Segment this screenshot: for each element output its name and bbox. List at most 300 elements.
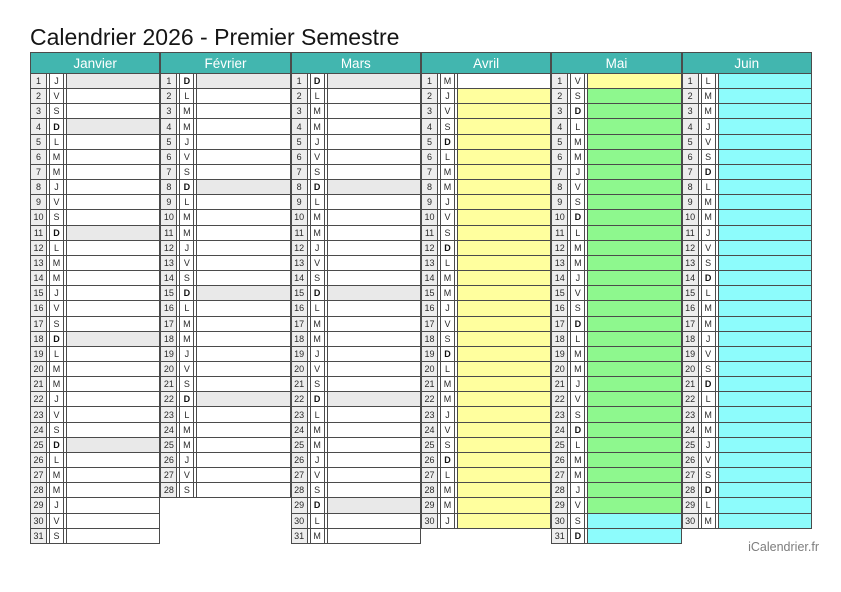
- weekday-letter-cell: J: [310, 347, 325, 361]
- day-row: [30, 165, 160, 180]
- day-number-cell: 21: [682, 377, 699, 391]
- day-row: [30, 468, 160, 483]
- day-number-cell: 27: [682, 468, 699, 482]
- day-notes-cell: [718, 301, 812, 315]
- weekday-letter-cell: L: [440, 362, 455, 376]
- weekday-letter-cell: D: [570, 529, 585, 543]
- day-notes-cell: [457, 483, 551, 497]
- day-row: [421, 165, 551, 180]
- day-row: [682, 180, 812, 195]
- day-notes-cell: [718, 119, 812, 133]
- day-number-cell: 6: [551, 150, 568, 164]
- day-notes-cell: [587, 135, 681, 149]
- day-number-cell: 14: [30, 271, 47, 285]
- day-notes-cell: [718, 89, 812, 103]
- weekday-letter-cell: M: [310, 332, 325, 346]
- day-row: [551, 332, 681, 347]
- day-number-cell: 31: [291, 529, 308, 543]
- day-row: [421, 241, 551, 256]
- day-notes-cell: [66, 226, 160, 240]
- day-row: [551, 150, 681, 165]
- day-number-cell: 12: [30, 241, 47, 255]
- day-number-cell: 24: [682, 423, 699, 437]
- day-number-cell: 10: [30, 210, 47, 224]
- day-notes-cell: [66, 135, 160, 149]
- day-number-cell: 1: [682, 74, 699, 88]
- day-notes-cell: [457, 195, 551, 209]
- weekday-letter-cell: D: [440, 347, 455, 361]
- day-number-cell: 16: [291, 301, 308, 315]
- day-number-cell: 9: [421, 195, 438, 209]
- day-notes-cell: [718, 347, 812, 361]
- day-notes-cell: [718, 286, 812, 300]
- day-row: [682, 332, 812, 347]
- day-notes-cell: [327, 256, 421, 270]
- weekday-letter-cell: S: [570, 195, 585, 209]
- day-notes-cell: [66, 362, 160, 376]
- day-notes-cell: [66, 332, 160, 346]
- weekday-letter-cell: J: [570, 165, 585, 179]
- day-notes-cell: [718, 226, 812, 240]
- day-row: [30, 423, 160, 438]
- day-row: [551, 392, 681, 407]
- day-notes-cell: [327, 74, 421, 88]
- day-notes-cell: [196, 286, 290, 300]
- day-notes-cell: [66, 195, 160, 209]
- weekday-letter-cell: D: [701, 271, 716, 285]
- day-notes-cell: [587, 210, 681, 224]
- day-number-cell: 5: [30, 135, 47, 149]
- day-notes-cell: [66, 165, 160, 179]
- day-notes-cell: [587, 483, 681, 497]
- day-number-cell: 10: [682, 210, 699, 224]
- day-notes-cell: [587, 498, 681, 512]
- day-number-cell: 3: [160, 104, 177, 118]
- day-number-cell: 14: [291, 271, 308, 285]
- day-row: [30, 74, 160, 89]
- weekday-letter-cell: M: [179, 438, 194, 452]
- month-header: Avril: [421, 52, 551, 74]
- day-number-cell: 19: [551, 347, 568, 361]
- day-number-cell: 1: [160, 74, 177, 88]
- weekday-letter-cell: J: [49, 180, 64, 194]
- weekday-letter-cell: D: [310, 74, 325, 88]
- day-number-cell: 27: [30, 468, 47, 482]
- day-number-cell: 4: [160, 119, 177, 133]
- day-notes-cell: [457, 210, 551, 224]
- day-row: [682, 377, 812, 392]
- day-row: [421, 332, 551, 347]
- day-number-cell: 15: [421, 286, 438, 300]
- day-row: [160, 256, 290, 271]
- day-notes-cell: [66, 529, 160, 543]
- day-row: [30, 301, 160, 316]
- day-row: [160, 271, 290, 286]
- day-row: [421, 301, 551, 316]
- day-row: [291, 301, 421, 316]
- day-row: [30, 104, 160, 119]
- day-row: [682, 362, 812, 377]
- day-notes-cell: [457, 165, 551, 179]
- day-row: [30, 392, 160, 407]
- day-notes-cell: [66, 407, 160, 421]
- month-header: Mars: [291, 52, 421, 74]
- weekday-letter-cell: D: [49, 332, 64, 346]
- day-notes-cell: [327, 119, 421, 133]
- day-number-cell: 11: [682, 226, 699, 240]
- day-notes-cell: [196, 438, 290, 452]
- month-column-mars: [291, 52, 421, 544]
- weekday-letter-cell: M: [701, 301, 716, 315]
- day-notes-cell: [196, 317, 290, 331]
- weekday-letter-cell: L: [701, 74, 716, 88]
- weekday-letter-cell: M: [701, 104, 716, 118]
- day-number-cell: 16: [421, 301, 438, 315]
- day-notes-cell: [457, 423, 551, 437]
- day-row: [682, 119, 812, 134]
- day-notes-cell: [587, 514, 681, 528]
- day-number-cell: 21: [291, 377, 308, 391]
- day-row: [551, 498, 681, 513]
- day-notes-cell: [327, 392, 421, 406]
- day-number-cell: 25: [421, 438, 438, 452]
- weekday-letter-cell: S: [570, 89, 585, 103]
- weekday-letter-cell: L: [49, 453, 64, 467]
- day-notes-cell: [66, 347, 160, 361]
- day-notes-cell: [718, 241, 812, 255]
- day-notes-cell: [66, 241, 160, 255]
- day-row: [160, 453, 290, 468]
- day-row: [421, 226, 551, 241]
- day-row: [160, 423, 290, 438]
- day-row: [160, 377, 290, 392]
- day-number-cell: 25: [551, 438, 568, 452]
- weekday-letter-cell: M: [440, 392, 455, 406]
- day-number-cell: 14: [682, 271, 699, 285]
- day-notes-cell: [718, 453, 812, 467]
- weekday-letter-cell: S: [49, 529, 64, 543]
- weekday-letter-cell: M: [440, 377, 455, 391]
- day-row: [160, 135, 290, 150]
- weekday-letter-cell: M: [49, 468, 64, 482]
- weekday-letter-cell: L: [440, 150, 455, 164]
- day-number-cell: 14: [160, 271, 177, 285]
- day-number-cell: 23: [682, 407, 699, 421]
- day-row: [551, 256, 681, 271]
- day-notes-cell: [196, 104, 290, 118]
- weekday-letter-cell: M: [310, 210, 325, 224]
- day-row: [291, 271, 421, 286]
- month-column-avril: [421, 52, 551, 544]
- day-notes-cell: [587, 423, 681, 437]
- day-notes-cell: [457, 347, 551, 361]
- day-number-cell: 25: [291, 438, 308, 452]
- weekday-letter-cell: L: [701, 286, 716, 300]
- day-notes-cell: [587, 529, 681, 543]
- day-notes-cell: [457, 256, 551, 270]
- day-row: [30, 150, 160, 165]
- day-notes-cell: [718, 165, 812, 179]
- weekday-letter-cell: M: [179, 119, 194, 133]
- day-row: [421, 150, 551, 165]
- weekday-letter-cell: M: [179, 423, 194, 437]
- day-number-cell: 18: [160, 332, 177, 346]
- weekday-letter-cell: S: [701, 150, 716, 164]
- day-row: [551, 377, 681, 392]
- day-notes-cell: [327, 423, 421, 437]
- weekday-letter-cell: J: [310, 135, 325, 149]
- day-notes-cell: [196, 362, 290, 376]
- day-number-cell: 18: [30, 332, 47, 346]
- day-row: [291, 347, 421, 362]
- day-number-cell: 30: [30, 514, 47, 528]
- day-row: [682, 453, 812, 468]
- day-number-cell: 25: [682, 438, 699, 452]
- day-notes-cell: [457, 332, 551, 346]
- day-number-cell: 2: [30, 89, 47, 103]
- weekday-letter-cell: V: [701, 135, 716, 149]
- day-row: [30, 210, 160, 225]
- day-number-cell: 29: [30, 498, 47, 512]
- day-number-cell: 10: [160, 210, 177, 224]
- day-notes-cell: [587, 438, 681, 452]
- day-number-cell: 13: [682, 256, 699, 270]
- day-row: [30, 514, 160, 529]
- day-row: [30, 483, 160, 498]
- day-number-cell: 11: [160, 226, 177, 240]
- weekday-letter-cell: D: [310, 392, 325, 406]
- day-notes-cell: [587, 180, 681, 194]
- day-row: [551, 286, 681, 301]
- day-row: [160, 195, 290, 210]
- day-row: [421, 423, 551, 438]
- day-row: [160, 483, 290, 498]
- weekday-letter-cell: D: [179, 74, 194, 88]
- day-notes-cell: [327, 301, 421, 315]
- day-notes-cell: [718, 468, 812, 482]
- day-number-cell: 4: [30, 119, 47, 133]
- day-notes-cell: [718, 407, 812, 421]
- day-number-cell: 24: [291, 423, 308, 437]
- day-row: [291, 89, 421, 104]
- day-row: [160, 332, 290, 347]
- day-row: [682, 89, 812, 104]
- day-notes-cell: [718, 438, 812, 452]
- month-header: Mai: [551, 52, 681, 74]
- day-row: [30, 438, 160, 453]
- day-number-cell: 25: [160, 438, 177, 452]
- day-row: [551, 226, 681, 241]
- day-row: [421, 286, 551, 301]
- day-number-cell: 20: [291, 362, 308, 376]
- day-row: [682, 423, 812, 438]
- day-number-cell: 12: [421, 241, 438, 255]
- weekday-letter-cell: D: [310, 180, 325, 194]
- day-row: [291, 180, 421, 195]
- day-number-cell: 1: [551, 74, 568, 88]
- day-row: [291, 165, 421, 180]
- day-number-cell: 8: [291, 180, 308, 194]
- day-number-cell: 15: [551, 286, 568, 300]
- day-row: [291, 498, 421, 513]
- weekday-letter-cell: M: [310, 119, 325, 133]
- day-number-cell: 2: [291, 89, 308, 103]
- day-number-cell: 7: [421, 165, 438, 179]
- day-row: [551, 514, 681, 529]
- weekday-letter-cell: M: [570, 468, 585, 482]
- day-number-cell: 5: [421, 135, 438, 149]
- day-number-cell: 11: [291, 226, 308, 240]
- weekday-letter-cell: M: [310, 317, 325, 331]
- day-row: [682, 104, 812, 119]
- day-notes-cell: [327, 210, 421, 224]
- weekday-letter-cell: S: [570, 407, 585, 421]
- day-number-cell: 24: [160, 423, 177, 437]
- day-number-cell: 27: [291, 468, 308, 482]
- day-notes-cell: [327, 195, 421, 209]
- day-row: [160, 468, 290, 483]
- day-row: [682, 256, 812, 271]
- day-row: [551, 119, 681, 134]
- day-number-cell: 15: [160, 286, 177, 300]
- day-notes-cell: [587, 89, 681, 103]
- day-notes-cell: [718, 210, 812, 224]
- day-notes-cell: [718, 271, 812, 285]
- day-notes-cell: [66, 104, 160, 118]
- weekday-letter-cell: L: [179, 301, 194, 315]
- day-notes-cell: [457, 150, 551, 164]
- calendar-grid: [30, 52, 812, 544]
- weekday-letter-cell: J: [179, 453, 194, 467]
- day-notes-cell: [587, 453, 681, 467]
- day-notes-cell: [196, 119, 290, 133]
- day-row: [30, 135, 160, 150]
- day-number-cell: 8: [682, 180, 699, 194]
- day-number-cell: 26: [30, 453, 47, 467]
- day-number-cell: 10: [291, 210, 308, 224]
- day-number-cell: 12: [291, 241, 308, 255]
- day-row: [30, 407, 160, 422]
- day-number-cell: 7: [682, 165, 699, 179]
- day-notes-cell: [196, 347, 290, 361]
- day-notes-cell: [327, 514, 421, 528]
- weekday-letter-cell: D: [49, 226, 64, 240]
- weekday-letter-cell: M: [310, 529, 325, 543]
- weekday-letter-cell: D: [49, 119, 64, 133]
- day-number-cell: 17: [30, 317, 47, 331]
- day-number-cell: 20: [551, 362, 568, 376]
- month-column-mai: [551, 52, 681, 544]
- day-row: [421, 362, 551, 377]
- day-number-cell: 2: [421, 89, 438, 103]
- day-row: [421, 377, 551, 392]
- day-row: [682, 514, 812, 529]
- day-notes-cell: [196, 332, 290, 346]
- day-notes-cell: [718, 332, 812, 346]
- weekday-letter-cell: D: [701, 377, 716, 391]
- day-number-cell: 23: [421, 407, 438, 421]
- day-row: [682, 74, 812, 89]
- day-number-cell: 20: [682, 362, 699, 376]
- weekday-letter-cell: D: [570, 104, 585, 118]
- day-number-cell: 8: [160, 180, 177, 194]
- day-row: [30, 226, 160, 241]
- day-notes-cell: [718, 150, 812, 164]
- day-notes-cell: [327, 483, 421, 497]
- day-number-cell: 22: [421, 392, 438, 406]
- weekday-letter-cell: V: [310, 362, 325, 376]
- day-row: [30, 286, 160, 301]
- day-number-cell: 23: [160, 407, 177, 421]
- day-notes-cell: [587, 286, 681, 300]
- weekday-letter-cell: M: [49, 271, 64, 285]
- day-notes-cell: [587, 119, 681, 133]
- day-notes-cell: [66, 317, 160, 331]
- weekday-letter-cell: D: [570, 210, 585, 224]
- day-row: [421, 119, 551, 134]
- day-row: [291, 483, 421, 498]
- day-notes-cell: [587, 347, 681, 361]
- day-number-cell: 30: [551, 514, 568, 528]
- day-number-cell: 2: [682, 89, 699, 103]
- day-row: [551, 195, 681, 210]
- day-row: [160, 347, 290, 362]
- day-notes-cell: [196, 74, 290, 88]
- weekday-letter-cell: M: [310, 438, 325, 452]
- weekday-letter-cell: V: [701, 453, 716, 467]
- day-number-cell: 12: [160, 241, 177, 255]
- day-row: [160, 301, 290, 316]
- day-notes-cell: [66, 256, 160, 270]
- weekday-letter-cell: L: [179, 195, 194, 209]
- day-number-cell: 16: [551, 301, 568, 315]
- day-number-cell: 24: [421, 423, 438, 437]
- weekday-letter-cell: M: [310, 423, 325, 437]
- weekday-letter-cell: S: [440, 119, 455, 133]
- weekday-letter-cell: S: [49, 104, 64, 118]
- weekday-letter-cell: V: [179, 256, 194, 270]
- site-credit-link[interactable]: iCalendrier.fr: [748, 540, 819, 554]
- weekday-letter-cell: V: [570, 286, 585, 300]
- day-notes-cell: [66, 423, 160, 437]
- day-number-cell: 14: [551, 271, 568, 285]
- day-row: [30, 180, 160, 195]
- day-row: [421, 74, 551, 89]
- weekday-letter-cell: L: [440, 256, 455, 270]
- weekday-letter-cell: V: [440, 210, 455, 224]
- day-row: [291, 514, 421, 529]
- day-row: [551, 165, 681, 180]
- day-row: [551, 407, 681, 422]
- day-number-cell: 16: [682, 301, 699, 315]
- weekday-letter-cell: S: [701, 256, 716, 270]
- weekday-letter-cell: J: [701, 438, 716, 452]
- weekday-letter-cell: M: [310, 104, 325, 118]
- day-number-cell: 29: [421, 498, 438, 512]
- day-number-cell: 25: [30, 438, 47, 452]
- weekday-letter-cell: J: [179, 347, 194, 361]
- day-notes-cell: [327, 529, 421, 543]
- weekday-letter-cell: M: [49, 150, 64, 164]
- day-notes-cell: [587, 301, 681, 315]
- day-number-cell: 9: [291, 195, 308, 209]
- day-number-cell: 27: [160, 468, 177, 482]
- weekday-letter-cell: D: [570, 423, 585, 437]
- day-number-cell: 5: [291, 135, 308, 149]
- weekday-letter-cell: V: [570, 392, 585, 406]
- day-notes-cell: [66, 89, 160, 103]
- day-notes-cell: [718, 180, 812, 194]
